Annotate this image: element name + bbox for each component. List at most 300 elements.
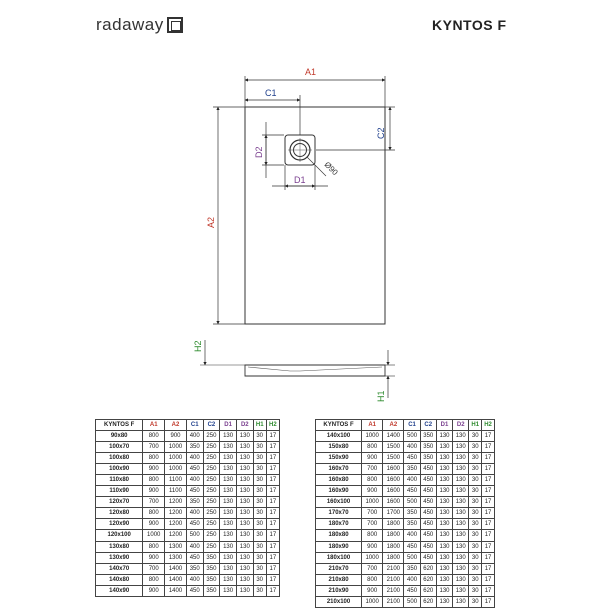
- cell-a2: 1500: [383, 442, 404, 453]
- cell-a1: 700: [362, 519, 383, 530]
- column-header-model: KYNTOS F: [316, 420, 362, 431]
- cell-c2: 450: [420, 552, 436, 563]
- cell-c2: 250: [203, 431, 220, 442]
- cell-d1: 130: [220, 585, 237, 596]
- cell-d2: 130: [453, 563, 469, 574]
- cell-d2: 130: [236, 431, 253, 442]
- cell-d1: 130: [436, 563, 452, 574]
- table-row: [96, 497, 280, 508]
- table-row: [96, 530, 280, 541]
- table-row: [96, 431, 280, 442]
- cell-h2: 17: [482, 486, 495, 497]
- cell-d2: 130: [236, 464, 253, 475]
- cell-h1: 30: [469, 508, 482, 519]
- cell-a2: 1600: [383, 486, 404, 497]
- cell-h2: 17: [482, 508, 495, 519]
- label-a1: A1: [305, 67, 317, 77]
- column-header-c2: C2: [420, 420, 436, 431]
- cell-d2: 130: [453, 530, 469, 541]
- cell-model: 210x80: [316, 574, 362, 585]
- column-header-d1: D1: [436, 420, 452, 431]
- cell-h2: 17: [482, 574, 495, 585]
- cell-a2: 1500: [383, 453, 404, 464]
- cell-c1: 350: [186, 563, 203, 574]
- table-row: [316, 541, 495, 552]
- cell-a2: 1000: [165, 453, 187, 464]
- brand-name: radaway: [96, 15, 164, 34]
- column-header-a2: A2: [383, 420, 404, 431]
- cell-h1: 30: [253, 486, 266, 497]
- cell-model: 100x90: [96, 464, 143, 475]
- cell-d1: 130: [436, 585, 452, 596]
- column-header-h2: H2: [266, 420, 279, 431]
- table-row: [316, 431, 495, 442]
- cell-c2: 250: [203, 530, 220, 541]
- cell-c2: 620: [420, 585, 436, 596]
- cell-c1: 450: [404, 585, 420, 596]
- column-header-h1: H1: [253, 420, 266, 431]
- cell-a2: 1400: [383, 431, 404, 442]
- cell-a1: 1000: [362, 431, 383, 442]
- cell-d2: 130: [453, 475, 469, 486]
- table-row: [316, 563, 495, 574]
- cell-c2: 250: [203, 519, 220, 530]
- cell-d1: 130: [436, 574, 452, 585]
- cell-model: 120x90: [96, 519, 143, 530]
- cell-h1: 30: [469, 486, 482, 497]
- column-header-d2: D2: [453, 420, 469, 431]
- column-header-a1: A1: [143, 420, 165, 431]
- cell-a2: 1400: [165, 574, 187, 585]
- cell-model: 170x70: [316, 508, 362, 519]
- cell-a2: 1400: [165, 563, 187, 574]
- column-header-h1: H1: [469, 420, 482, 431]
- cell-h2: 17: [482, 530, 495, 541]
- cell-c1: 350: [404, 519, 420, 530]
- cell-c1: 450: [404, 541, 420, 552]
- cell-d2: 130: [236, 574, 253, 585]
- cell-a1: 900: [143, 585, 165, 596]
- cell-d1: 130: [220, 453, 237, 464]
- table-row: [96, 563, 280, 574]
- cell-c2: 450: [420, 530, 436, 541]
- table-row: [316, 464, 495, 475]
- cell-h1: 30: [469, 497, 482, 508]
- table-row: [316, 497, 495, 508]
- cell-a1: 800: [362, 475, 383, 486]
- cell-a1: 800: [143, 453, 165, 464]
- cell-c1: 400: [404, 442, 420, 453]
- cell-model: 140x90: [96, 585, 143, 596]
- cell-h2: 17: [482, 519, 495, 530]
- cell-h1: 30: [253, 475, 266, 486]
- label-a2: A2: [206, 216, 216, 228]
- table-row: [96, 585, 280, 596]
- cell-c2: 250: [203, 453, 220, 464]
- cell-h2: 17: [266, 442, 279, 453]
- cell-h1: 30: [253, 530, 266, 541]
- cell-c2: 250: [203, 486, 220, 497]
- cell-d2: 130: [453, 519, 469, 530]
- cell-a2: 1800: [383, 552, 404, 563]
- cell-d1: 130: [436, 519, 452, 530]
- cell-c2: 250: [203, 541, 220, 552]
- cell-h1: 30: [253, 552, 266, 563]
- cell-model: 140x70: [96, 563, 143, 574]
- cell-d1: 130: [220, 464, 237, 475]
- cell-c2: 350: [420, 442, 436, 453]
- label-diameter: Ø90: [322, 160, 340, 178]
- cell-c2: 350: [420, 453, 436, 464]
- cell-d2: 130: [453, 552, 469, 563]
- table-row: [96, 442, 280, 453]
- cell-model: 110x80: [96, 475, 143, 486]
- cell-c2: 350: [203, 563, 220, 574]
- table-row: [96, 453, 280, 464]
- label-h1: H1: [376, 390, 386, 402]
- cell-h1: 30: [469, 453, 482, 464]
- cell-c2: 350: [203, 552, 220, 563]
- cell-a1: 700: [143, 497, 165, 508]
- cell-c1: 400: [186, 574, 203, 585]
- cell-a1: 900: [362, 585, 383, 596]
- cell-d1: 130: [436, 431, 452, 442]
- cell-h2: 17: [482, 585, 495, 596]
- table-row: [316, 508, 495, 519]
- cell-d2: 130: [236, 552, 253, 563]
- cell-c1: 400: [186, 431, 203, 442]
- table-row: [96, 486, 280, 497]
- cell-h1: 30: [469, 442, 482, 453]
- cell-c1: 500: [186, 530, 203, 541]
- cell-c1: 400: [404, 574, 420, 585]
- table-body: [316, 431, 495, 608]
- cell-a2: 1700: [383, 508, 404, 519]
- cell-d1: 130: [220, 519, 237, 530]
- cell-h1: 30: [469, 519, 482, 530]
- cell-h1: 30: [253, 519, 266, 530]
- table-row: [316, 574, 495, 585]
- table-row: [96, 552, 280, 563]
- cell-model: 120x80: [96, 508, 143, 519]
- cell-d1: 130: [436, 453, 452, 464]
- cell-a2: 1600: [383, 464, 404, 475]
- cell-c1: 350: [404, 464, 420, 475]
- cell-d1: 130: [220, 552, 237, 563]
- column-header-c1: C1: [186, 420, 203, 431]
- cell-c1: 350: [186, 442, 203, 453]
- cell-model: 150x90: [316, 453, 362, 464]
- cell-c2: 250: [203, 464, 220, 475]
- cell-h2: 17: [266, 497, 279, 508]
- cell-d2: 130: [453, 497, 469, 508]
- cell-a1: 700: [143, 442, 165, 453]
- cell-d2: 130: [453, 464, 469, 475]
- cell-c1: 400: [186, 453, 203, 464]
- cell-model: 90x80: [96, 431, 143, 442]
- cell-d2: 130: [236, 530, 253, 541]
- cell-a2: 1300: [165, 541, 187, 552]
- cell-a2: 2100: [383, 563, 404, 574]
- cell-d1: 130: [436, 497, 452, 508]
- cell-c2: 250: [203, 508, 220, 519]
- cell-h1: 30: [253, 431, 266, 442]
- cell-a1: 700: [362, 464, 383, 475]
- cell-d2: 130: [453, 486, 469, 497]
- cell-a1: 1000: [362, 552, 383, 563]
- cell-h2: 17: [482, 541, 495, 552]
- table-row: [96, 475, 280, 486]
- cell-c2: 450: [420, 486, 436, 497]
- cell-c1: 400: [186, 508, 203, 519]
- cell-h1: 30: [469, 431, 482, 442]
- product-title: KYNTOS F: [432, 17, 507, 33]
- cell-d2: 130: [236, 453, 253, 464]
- column-header-d2: D2: [236, 420, 253, 431]
- cell-model: 100x80: [96, 453, 143, 464]
- cell-d1: 130: [220, 431, 237, 442]
- cell-a1: 900: [362, 541, 383, 552]
- cell-h1: 30: [469, 475, 482, 486]
- table-row: [96, 508, 280, 519]
- cell-a2: 1600: [383, 497, 404, 508]
- column-header-c2: C2: [203, 420, 220, 431]
- cell-c1: 450: [186, 519, 203, 530]
- cell-c1: 450: [186, 552, 203, 563]
- cell-model: 140x80: [96, 574, 143, 585]
- cell-model: 180x100: [316, 552, 362, 563]
- label-d2: D2: [254, 146, 264, 158]
- cell-a2: 2100: [383, 596, 404, 607]
- cell-h2: 17: [266, 530, 279, 541]
- cell-c1: 450: [404, 453, 420, 464]
- cell-d1: 130: [436, 486, 452, 497]
- label-c1: C1: [265, 88, 277, 98]
- cell-c2: 450: [420, 475, 436, 486]
- cell-d1: 130: [220, 475, 237, 486]
- table-row: [96, 519, 280, 530]
- cell-a1: 1000: [362, 497, 383, 508]
- cell-h2: 17: [266, 519, 279, 530]
- cell-d1: 130: [436, 530, 452, 541]
- cell-model: 100x70: [96, 442, 143, 453]
- cell-a1: 900: [143, 464, 165, 475]
- cell-h1: 30: [253, 541, 266, 552]
- table-row: [316, 453, 495, 464]
- cell-c1: 400: [186, 475, 203, 486]
- cell-a2: 1100: [165, 475, 187, 486]
- cell-c1: 350: [186, 497, 203, 508]
- cell-a1: 900: [362, 453, 383, 464]
- cell-c2: 450: [420, 464, 436, 475]
- dimensions-table-left: [95, 419, 280, 597]
- cell-a2: 1800: [383, 530, 404, 541]
- cell-model: 150x80: [316, 442, 362, 453]
- cell-d1: 130: [436, 442, 452, 453]
- cell-model: 180x90: [316, 541, 362, 552]
- cell-c1: 350: [404, 508, 420, 519]
- cell-d2: 130: [453, 453, 469, 464]
- cell-c1: 500: [404, 431, 420, 442]
- cell-d2: 130: [236, 475, 253, 486]
- cell-d2: 130: [236, 563, 253, 574]
- cell-h1: 30: [469, 563, 482, 574]
- cell-a1: 900: [143, 519, 165, 530]
- cell-h2: 17: [266, 464, 279, 475]
- cell-h2: 17: [266, 453, 279, 464]
- cell-h1: 30: [253, 442, 266, 453]
- cell-c2: 450: [420, 508, 436, 519]
- cell-d2: 130: [236, 442, 253, 453]
- cell-c1: 350: [404, 563, 420, 574]
- cell-model: 180x80: [316, 530, 362, 541]
- cell-h1: 30: [253, 497, 266, 508]
- cell-d2: 130: [453, 508, 469, 519]
- table-row: [96, 541, 280, 552]
- cell-h2: 17: [266, 508, 279, 519]
- cell-model: 160x90: [316, 486, 362, 497]
- table-row: [316, 475, 495, 486]
- table-row: [316, 519, 495, 530]
- table-row: [96, 574, 280, 585]
- cell-h1: 30: [253, 508, 266, 519]
- cell-c1: 500: [404, 497, 420, 508]
- cell-a1: 800: [362, 530, 383, 541]
- cell-d2: 130: [453, 442, 469, 453]
- cell-d1: 130: [220, 574, 237, 585]
- cell-c2: 250: [203, 497, 220, 508]
- cell-d2: 130: [236, 541, 253, 552]
- cell-a2: 900: [165, 431, 187, 442]
- cell-c2: 620: [420, 596, 436, 607]
- table-header-row: [96, 420, 280, 431]
- cell-a2: 2100: [383, 574, 404, 585]
- cell-model: 210x90: [316, 585, 362, 596]
- cell-d1: 130: [220, 541, 237, 552]
- table-row: [316, 530, 495, 541]
- cell-d1: 130: [436, 508, 452, 519]
- cell-model: 120x100: [96, 530, 143, 541]
- cell-a2: 1200: [165, 508, 187, 519]
- cell-h1: 30: [253, 585, 266, 596]
- cell-a2: 1800: [383, 519, 404, 530]
- cell-a1: 900: [143, 486, 165, 497]
- cell-c2: 350: [203, 574, 220, 585]
- cell-a2: 1000: [165, 464, 187, 475]
- cell-h2: 17: [266, 431, 279, 442]
- cell-d1: 130: [220, 563, 237, 574]
- cell-a1: 800: [143, 475, 165, 486]
- cell-c2: 450: [420, 541, 436, 552]
- cell-a1: 1000: [143, 530, 165, 541]
- cell-model: 140x100: [316, 431, 362, 442]
- cell-c1: 400: [404, 475, 420, 486]
- cell-h1: 30: [469, 585, 482, 596]
- column-header-a2: A2: [165, 420, 187, 431]
- cell-h2: 17: [482, 596, 495, 607]
- cell-d2: 130: [236, 508, 253, 519]
- cell-h2: 17: [266, 552, 279, 563]
- table-row: [96, 464, 280, 475]
- cell-model: 160x100: [316, 497, 362, 508]
- cell-h2: 17: [482, 464, 495, 475]
- cell-c2: 620: [420, 563, 436, 574]
- cell-a2: 1800: [383, 541, 404, 552]
- cell-a1: 700: [362, 508, 383, 519]
- cell-h2: 17: [266, 563, 279, 574]
- cell-h1: 30: [469, 541, 482, 552]
- cell-d2: 130: [236, 486, 253, 497]
- label-h2: H2: [193, 340, 203, 352]
- cell-c2: 620: [420, 574, 436, 585]
- cell-d1: 130: [220, 442, 237, 453]
- table-row: [316, 585, 495, 596]
- cell-a1: 800: [362, 574, 383, 585]
- table-row: [316, 596, 495, 607]
- cell-h1: 30: [253, 574, 266, 585]
- cell-a1: 800: [362, 442, 383, 453]
- cell-model: 210x70: [316, 563, 362, 574]
- cell-h2: 17: [482, 453, 495, 464]
- cell-h2: 17: [482, 475, 495, 486]
- cell-d1: 130: [220, 486, 237, 497]
- cell-d2: 130: [453, 574, 469, 585]
- label-c2: C2: [376, 127, 386, 139]
- cell-a2: 1200: [165, 497, 187, 508]
- cell-a1: 800: [143, 431, 165, 442]
- column-header-h2: H2: [482, 420, 495, 431]
- cell-h2: 17: [482, 552, 495, 563]
- cell-h1: 30: [469, 552, 482, 563]
- cell-d1: 130: [436, 475, 452, 486]
- cell-a2: 1600: [383, 475, 404, 486]
- cell-d2: 130: [453, 585, 469, 596]
- cell-d2: 130: [236, 585, 253, 596]
- cell-a2: 1000: [165, 442, 187, 453]
- cell-a1: 700: [143, 563, 165, 574]
- cell-c1: 500: [404, 596, 420, 607]
- cell-a1: 900: [362, 486, 383, 497]
- cell-d2: 130: [453, 431, 469, 442]
- table-body: [96, 431, 280, 597]
- cell-model: 110x90: [96, 486, 143, 497]
- cell-a1: 900: [143, 552, 165, 563]
- cell-h2: 17: [266, 475, 279, 486]
- table-row: [316, 552, 495, 563]
- column-header-a1: A1: [362, 420, 383, 431]
- cell-h2: 17: [482, 497, 495, 508]
- cell-h2: 17: [266, 574, 279, 585]
- cell-d2: 130: [453, 596, 469, 607]
- cell-a2: 2100: [383, 585, 404, 596]
- cell-model: 180x70: [316, 519, 362, 530]
- cell-d1: 130: [436, 464, 452, 475]
- column-header-c1: C1: [404, 420, 420, 431]
- cell-h2: 17: [266, 541, 279, 552]
- cell-c2: 450: [420, 519, 436, 530]
- cell-a2: 1200: [165, 519, 187, 530]
- cell-a2: 1100: [165, 486, 187, 497]
- cell-c1: 450: [186, 464, 203, 475]
- cell-a1: 800: [143, 574, 165, 585]
- cell-a2: 1200: [165, 530, 187, 541]
- cell-a1: 800: [143, 541, 165, 552]
- cell-c2: 450: [420, 497, 436, 508]
- cell-model: 120x70: [96, 497, 143, 508]
- cell-h1: 30: [469, 574, 482, 585]
- cell-h2: 17: [482, 442, 495, 453]
- cell-d2: 130: [236, 497, 253, 508]
